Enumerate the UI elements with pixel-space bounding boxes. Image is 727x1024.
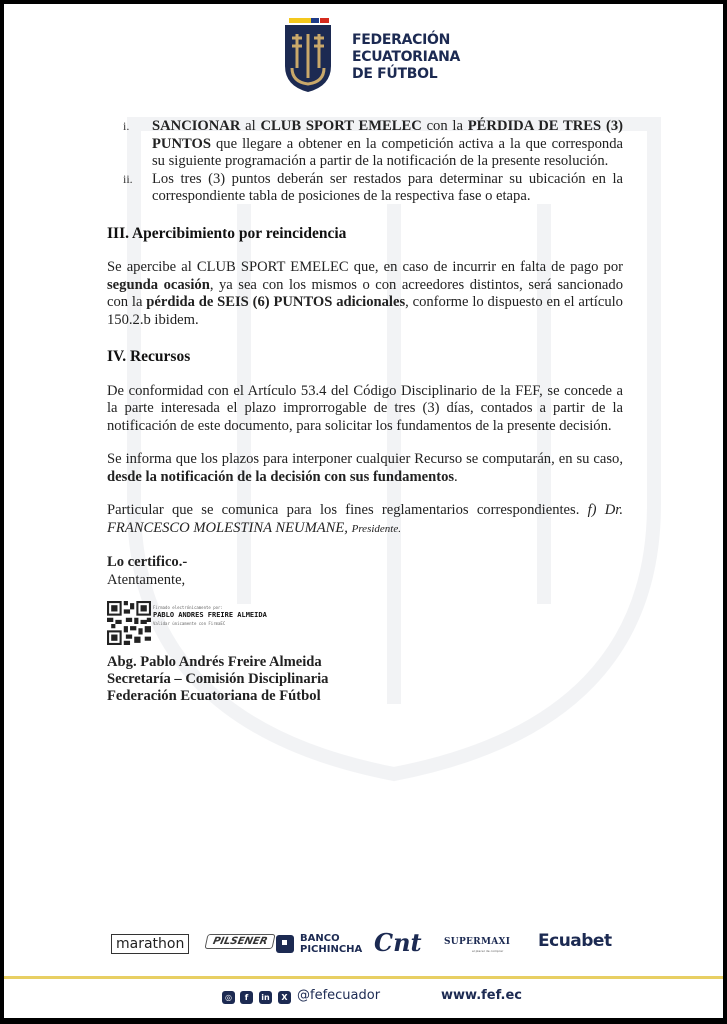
item-text-bold: PÉRDIDA DE TRES (3) PUNTOS — [152, 118, 623, 152]
electronic-signature — [107, 601, 623, 645]
sponsor-pilsener-logo: PILSENER — [204, 934, 276, 949]
paragraph-text: Se apercibe al CLUB SPORT EMELEC que, en caso de incurrir en falta de pago por — [107, 259, 623, 275]
president-title: Presidente. — [351, 522, 401, 535]
signer-role: Secretaría – Comisión Disciplinaria — [107, 671, 329, 687]
section-heading-iii: III. Apercibimiento por reincidencia — [107, 224, 347, 242]
item-text-bold: SANCIONAR — [152, 118, 241, 134]
linkedin-icon[interactable]: in — [259, 991, 272, 1004]
paragraph-text: , ya sea con los mismos o con acreedores distintos, será sancionado con la — [107, 276, 623, 310]
section-iv-paragraph-1: De conformidad con el Artículo 53.4 del Código Disciplinario de la FEF, se concede a la parte interesada el plazo improrrogable de tres (3) días, contados a partir de la notificación de este documento, para solicitar los fundamentos de la presente decisión. — [107, 382, 623, 434]
sponsor-cnt-logo: Cnt — [374, 928, 422, 957]
president-name: f) Dr. FRANCESCO MOLESTINA NEUMANE, — [107, 502, 623, 536]
validate-label: Validar únicamente con FirmaEC — [153, 621, 226, 626]
signer-name: PABLO ANDRES FREIRE ALMEIDA — [153, 611, 267, 619]
certify-text: Lo certifico.- — [107, 554, 188, 570]
signer-organization: Federación Ecuatoriana de Fútbol — [107, 688, 321, 704]
page-footer — [4, 988, 723, 1014]
supermaxi-tagline: el placer de comprar — [472, 949, 504, 953]
sponsor-banco-pichincha-logo — [300, 933, 362, 955]
item-numeral: i. — [123, 119, 130, 133]
item-numeral: ii. — [123, 171, 133, 186]
paragraph-text: Particular que se comunica para los fines reglamentarios correspondientes. — [107, 502, 588, 518]
sponsor-ecuabet-logo: Ecuabet — [538, 931, 612, 951]
signer-full-name: Abg. Pablo Andrés Freire Almeida — [107, 654, 322, 670]
paragraph-text: , conforme lo dispuesto en el artículo 150.2.b ibidem. — [107, 294, 623, 328]
section-iii-paragraph — [107, 259, 623, 329]
item-text: que llegare a obtener en la competición activa a la que corresponda su siguiente programación a partir de la notificación de la presente resolución. — [152, 135, 623, 169]
qr-code-icon — [107, 601, 151, 645]
instagram-icon[interactable]: ◎ — [222, 991, 235, 1004]
facebook-icon[interactable]: f — [240, 991, 253, 1004]
website-link[interactable]: www.fef.ec — [441, 988, 523, 1003]
paragraph-text-bold: segunda ocasión — [107, 276, 210, 293]
closing-paragraph — [107, 502, 623, 538]
resolution-item — [107, 118, 623, 171]
item-text: Los tres (3) puntos deberán ser restados para determinar su ubicación en la correspondiente tabla de posiciones de la respectiva fase o etapa. — [152, 170, 623, 204]
banco-pichincha-icon — [276, 935, 294, 953]
x-icon[interactable]: X — [278, 991, 291, 1004]
page-header — [4, 12, 723, 102]
paragraph-text-bold: desde la notificación de la decisión con sus fundamentos — [107, 468, 455, 485]
brand-line-1: FEDERACIÓN — [352, 32, 451, 48]
signed-by-label: Firmado electrónicamente por: — [153, 605, 223, 610]
brand-name — [352, 32, 460, 83]
document-body — [107, 118, 623, 705]
banco-line-1: BANCO — [300, 933, 340, 944]
signer-block — [107, 654, 623, 705]
paragraph-text: Se informa que los plazos para interponer cualquier Recurso se computarán, en su caso, — [107, 451, 623, 467]
item-text-bold: CLUB SPORT EMELEC — [260, 118, 422, 134]
section-heading-iv: IV. Recursos — [107, 348, 191, 365]
social-handle[interactable]: @fefecuador — [297, 988, 381, 1003]
item-text: al — [240, 118, 261, 134]
document-page — [4, 4, 723, 1018]
item-text: con la — [421, 118, 468, 134]
paragraph-text-bold: pérdida de SEIS (6) PUNTOS adicionales — [146, 294, 406, 310]
banco-line-2: PICHINCHA — [300, 944, 363, 955]
section-iv-paragraph-2 — [107, 451, 623, 486]
regards-text: Atentamente, — [107, 571, 186, 588]
sponsor-marathon-logo: marathon — [111, 934, 189, 954]
footer-divider — [4, 976, 723, 979]
paragraph-text: . — [454, 468, 458, 485]
resolution-item — [107, 171, 623, 206]
sponsor-logos — [111, 928, 621, 966]
brand-line-3: DE FÚTBOL — [352, 66, 438, 82]
signature-text — [153, 605, 267, 627]
brand-line-2: ECUATORIANA — [352, 49, 461, 65]
resolution-list — [107, 118, 623, 206]
fef-shield-logo — [283, 16, 333, 94]
sponsor-supermaxi-logo: SUPERMAXI — [444, 937, 511, 947]
